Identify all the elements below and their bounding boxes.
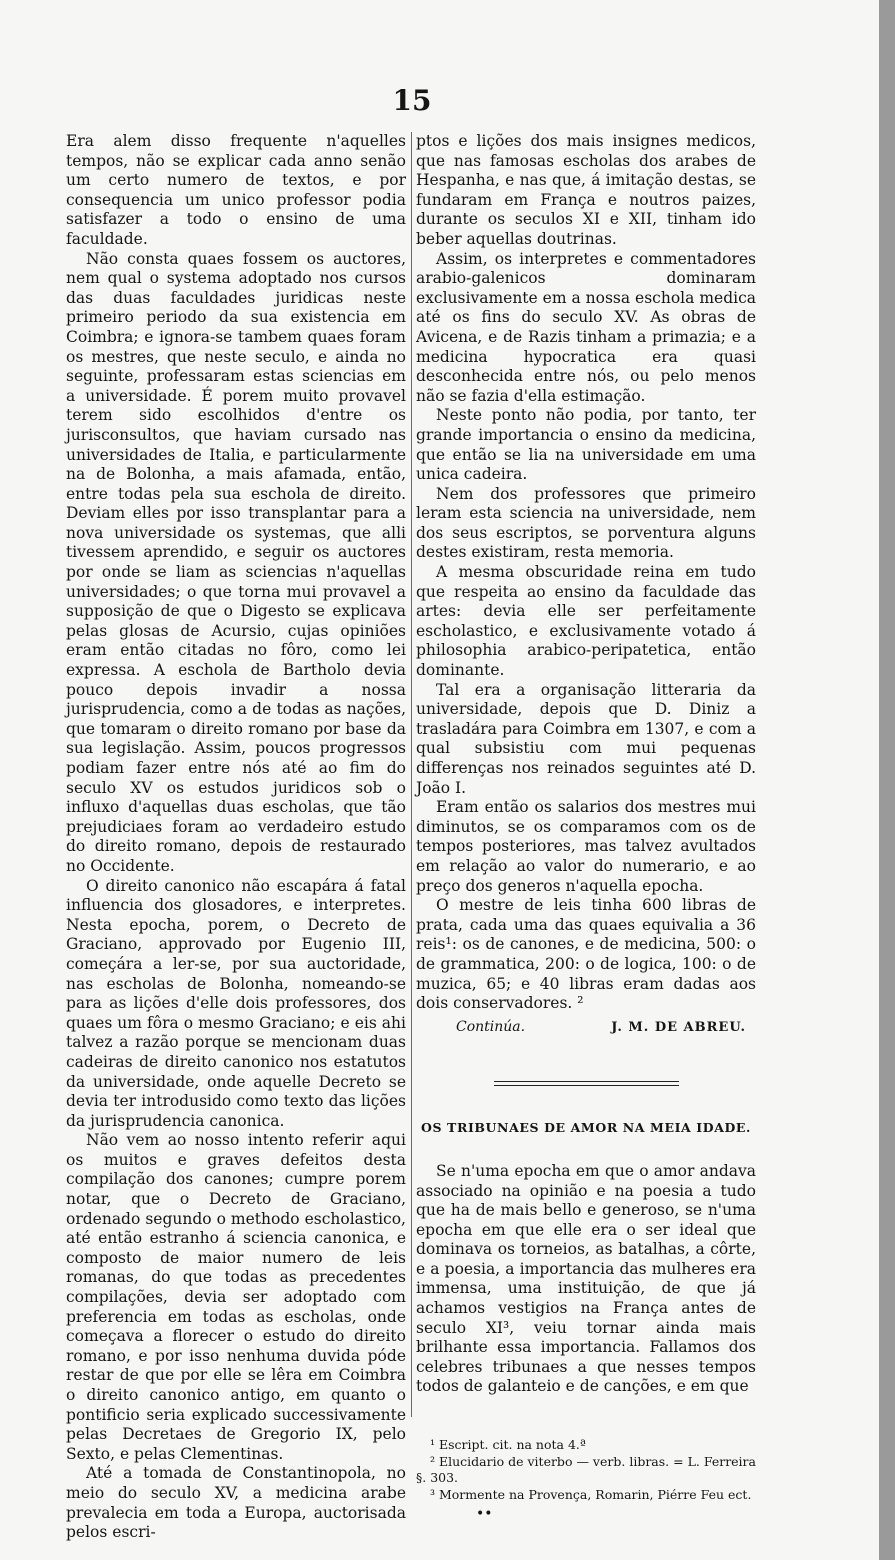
signature-line <box>416 1018 756 1038</box>
footnote: ³ Mormente na Provença, Romarin, Piérre Feu ect. <box>430 1486 752 1502</box>
footnote: ¹ Escript. cit. na nota 4.ª <box>430 1437 586 1453</box>
paragraph: Assim, os interpretes e commentadores arabio-galenicos dominaram exclusivamente em a nossa eschola medica até os fins do seculo XV. As obras de Avicena, e de Razis tinham a primazia; e a medicina hypocratica era quasi desconhecida entre nós, ou pelo menos não se fazia d'ella estimação. <box>416 249 756 405</box>
paragraph: Eram então os salarios dos mestres mui diminutos, se os comparamos com os de tempos posteriores, mas talvez avultados em relação ao valor do numerario, e ao preço dos generos n'aquella epocha. <box>416 798 756 895</box>
paragraph: Nem dos professores que primeiro leram esta sciencia na universidade, nem dos seus escriptos, se porventura alguns destes existiram, resta memoria. <box>416 484 756 562</box>
paragraph: O direito canonico não escapára á fatal influencia dos glosadores, e interpretes. Nesta epocha, porem, o Decreto de Graciano, approvado por Eugenio III, começára a ler-se, por sua auctoridade, nas escholas de Bolonha, nomeando-se para as lições d'elle dois professores, dos quaes um fôra o mesmo Graciano; e eis ahi talvez a razão porque se mencionam duas cadeiras de direito canonico nos estatutos da universidade, onde aquelle Decreto se devia ter introdusido como texto das lições da jurisprudencia canonica. <box>66 876 406 1130</box>
signature-mark: •• <box>476 1506 493 1523</box>
paragraph: ptos e lições dos mais insignes medicos, que nas famosas escholas dos arabes de Hespanha, e nas que, á imitação destas, se fundaram em França e noutros paizes, durante os seculos XI e XII, tinham ido beber aquellas doutrinas. <box>416 132 756 248</box>
footnote: ² Elucidario de viterbo — verb. libras. = L. Ferreira §. 303. <box>416 1453 756 1486</box>
section-rule <box>494 1081 679 1086</box>
page-number: 15 <box>392 84 432 117</box>
paragraph: Se n'uma epocha em que o amor andava associado na opinião e na poesia a tudo que ha de mais bello e generoso, se n'uma epocha em que elle era o ser ideal que dominava os torneios, as batalhas, a côrte, e a poesia, a importancia das mulheres era immensa, uma instituição, de que já achamos vestigios na França antes de seculo XI³, veiu tornar ainda mais brilhante essa importancia. Fallamos dos celebres tribunaes a que nesses tempos todos de galanteio e de canções, e em que <box>416 1161 756 1396</box>
continua-note: Continúa. <box>456 1018 526 1035</box>
page-edge <box>879 0 895 1560</box>
paragraph: A mesma obscuridade reina em tudo que respeita ao ensino da faculdade das artes: devia elle ser perfeitamente escholastico, e exclusivamente votado á philosophia arabico-peripatetica, então dominante. <box>416 563 756 680</box>
paragraph: Até a tomada de Constantinopola, no meio do seculo XV, a medicina arabe prevalecia em toda a Europa, auctorisada pelos escri- <box>66 1464 406 1542</box>
paragraph: Não vem ao nosso intento referir aqui os muitos e graves defeitos desta compilação dos canones; cumpre porem notar, que o Decreto de Graciano, ordenado segundo o methodo escholastico, até então estranho á sciencia canonica, e composto de maior numero de leis romanas, do que todas as precedentes compilações, devia ser adoptado com preferencia em todas as escholas, onde começava a florecer o estudo do direito romano, e por isso nenhuma duvida póde restar de que por elle se lêra em Coimbra o direito canonico antigo, em quanto o pontificio seria explicado successivamente pelas Decretaes de Gregorio IX, pelo Sexto, e pelas Clementinas. <box>66 1131 406 1463</box>
left-column <box>66 132 406 1543</box>
paragraph: Era alem disso frequente n'aquelles tempos, não se explicar cada anno senão um certo numero de textos, e por consequencia um unico professor podia satisfazer a todo o ensino de uma faculdade. <box>66 132 406 248</box>
paragraph: O mestre de leis tinha 600 libras de prata, cada uma das quaes equivalia a 36 reis¹: os de canones, e de medicina, 500: o de grammatica, 200: o de logica, 100: o de muzica, 65; e 40 libras eram dadas aos dois conservadores. ² <box>416 896 756 1013</box>
paragraph: Neste ponto não podia, por tanto, ter grande importancia o ensino da medicina, que então se lia na universidade em uma unica cadeira. <box>416 406 756 484</box>
footnote-spacer <box>416 1397 756 1437</box>
paragraph: Não consta quaes fossem os auctores, nem qual o systema adoptado nos cursos das duas faculdades juridicas neste primeiro periodo da sua existencia em Coimbra; e ignora-se tambem quaes foram os mestres, que neste seculo, e ainda no seguinte, professaram estas sciencias em a universidade. É porem muito provavel terem sido escolhidos d'entre os jurisconsultos, que haviam cursado nas universidades de Italia, e particularmente na de Bolonha, a mais afamada, então, entre todas pela sua escholа de direito. Deviam elles por isso transplantar para a nova universidade os systemas, que alli tivessem aprendido, e seguir os auctores por onde se liam as sciencias n'aquellas universidades; o que torna mui provavel a supposição de que o Digesto se explicava pelas glosas de Acursio, cujas opiniões eram então citadas no fôro, como lei expressa. A eschola de Bartholo devia pouco depois invadir a nossa jurisprudencia, como a de todas as nações, que tomaram o direito romano por base da sua legislação. Assim, poucos progressos podiam fazer entre nós até ao fim do seculo XV os estudos juridicos sob o influxo d'aquellas duas escholas, que tão prejudiciaes foram ao verdadeiro estudo do direito romano, depois de restaurado no Occidente. <box>66 249 406 875</box>
column-divider <box>411 132 412 1417</box>
paragraph: Tal era a organisação litteraria da universidade, depois que D. Diniz a trasladára para Coimbra em 1307, e com a qual subsistiu com mui pequenas differenças nos reinados seguintes até D. João I. <box>416 680 756 797</box>
right-column <box>416 132 756 1525</box>
author-signature: J. M. DE ABREU. <box>611 1019 746 1035</box>
section-heading: OS TRIBUNAES DE AMOR NA MEIA IDADE. <box>420 1120 752 1136</box>
